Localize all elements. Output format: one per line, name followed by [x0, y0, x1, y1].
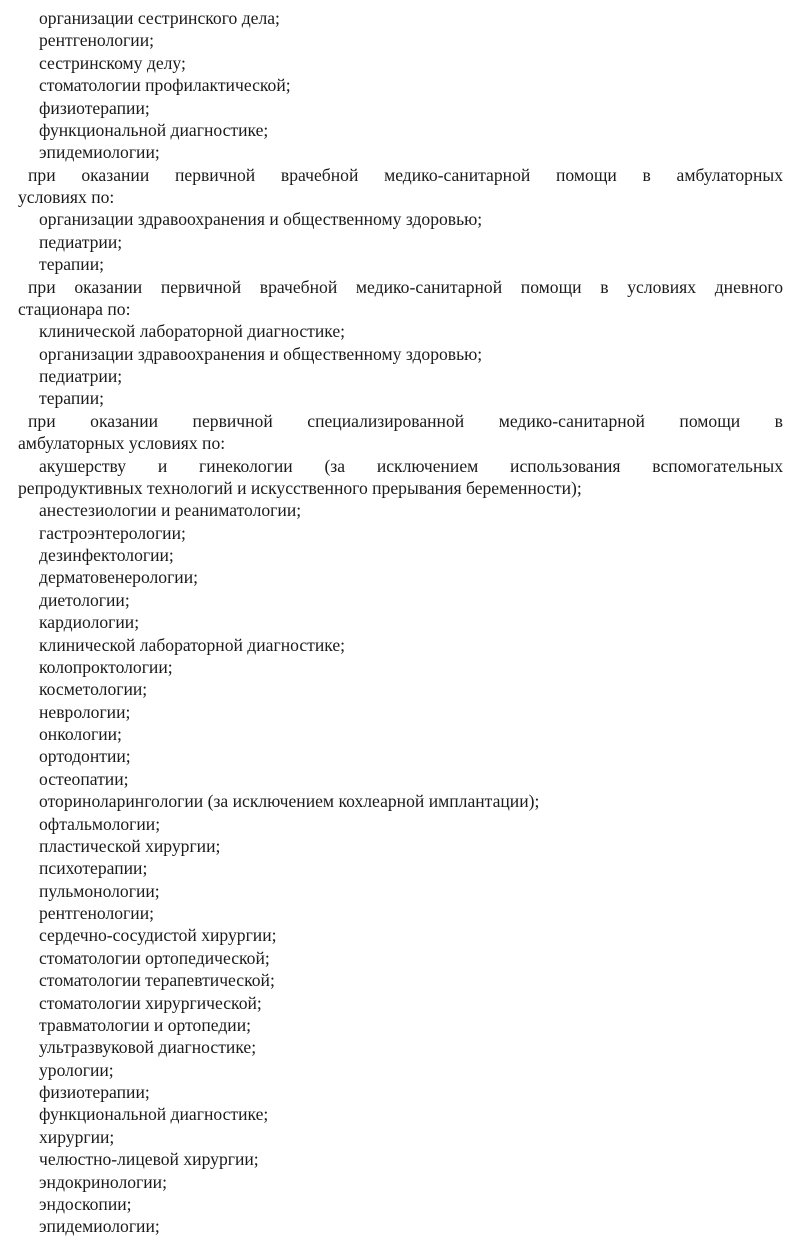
list-item: психотерапии;	[39, 858, 148, 879]
list-item: рентгенологии;	[39, 903, 154, 923]
list-block-3	[18, 276, 783, 410]
section-heading-continuation: стационара по:	[18, 298, 131, 319]
list-item: терапии;	[39, 388, 105, 409]
list-item: хирургии;	[39, 1126, 115, 1147]
list-item: ультразвуковой диагностике;	[39, 1037, 257, 1058]
section-heading: при оказании первичной специализированной медико-санитарной помощи в	[28, 410, 783, 431]
list-item: ортодонтии;	[39, 746, 131, 767]
list-item: эндокринологии;	[39, 1171, 167, 1192]
list-item: эпидемиологии;	[39, 1216, 160, 1237]
list-item: рентгенологии;	[39, 30, 154, 51]
list-item: стоматологии профилактической;	[39, 75, 291, 96]
list-item: дерматовенерологии;	[39, 567, 199, 588]
list-item: колопроктологии;	[39, 656, 173, 677]
list-item: остеопатии;	[39, 768, 129, 789]
list-item: организации здравоохранения и общественному здоровью;	[39, 209, 483, 230]
list-item: оториноларингологии (за исключением кохлеарной имплантации);	[39, 791, 540, 812]
list-item: диетологии;	[39, 589, 130, 610]
list-item: гастроэнтерологии;	[39, 522, 186, 543]
list-item: эпидемиологии;	[39, 142, 160, 163]
list-item: пластической хирургии;	[39, 835, 221, 856]
list-item: терапии;	[39, 254, 105, 275]
section-heading: при оказании первичной врачебной медико-санитарной помощи в амбулаторных	[28, 164, 783, 185]
list-item: стоматологии ортопедической;	[39, 947, 270, 968]
list-item: урологии;	[39, 1059, 114, 1080]
section-heading-continuation: условиях по:	[18, 187, 115, 207]
section-heading-continuation: амбулаторных условиях по:	[18, 433, 226, 454]
list-block-4	[18, 410, 783, 1238]
list-item-continuation: репродуктивных технологий и искусственного прерывания беременности);	[18, 477, 582, 498]
list-item: стоматологии терапевтической;	[39, 970, 275, 991]
list-item: дезинфектологии;	[39, 545, 174, 565]
list-item: стоматологии хирургической;	[39, 992, 262, 1013]
list-item: организации сестринского дела;	[39, 8, 280, 28]
list-item: клинической лабораторной диагностике;	[39, 634, 346, 655]
list-item: функциональной диагностике;	[39, 1104, 269, 1125]
list-item: эндоскопии;	[39, 1193, 132, 1214]
list-item: организации здравоохранения и общественному здоровью;	[39, 343, 483, 364]
list-item: пульмонологии;	[39, 880, 160, 901]
list-item: педиатрии;	[39, 231, 123, 252]
list-item: физиотерапии;	[39, 97, 150, 118]
list-item: косметологии;	[39, 679, 148, 700]
list-item: акушерству и гинекологии (за исключением использования вспомогательных	[39, 455, 783, 476]
list-item: анестезиологии и реаниматологии;	[39, 500, 302, 521]
list-item: челюстно-лицевой хирургии;	[39, 1149, 259, 1170]
list-item: сердечно-сосудистой хирургии;	[39, 925, 277, 946]
list-block-4-items	[18, 499, 783, 1237]
list-item: онкологии;	[39, 724, 122, 744]
list-item: травматологии и ортопедии;	[39, 1014, 252, 1035]
list-item: педиатрии;	[39, 366, 123, 386]
list-item: физиотерапии;	[39, 1082, 150, 1102]
list-item: офтальмологии;	[39, 813, 161, 834]
list-item: функциональной диагностике;	[39, 119, 269, 140]
list-item: кардиологии;	[39, 612, 140, 633]
section-heading: при оказании первичной врачебной медико-санитарной помощи в условиях дневного	[28, 276, 783, 297]
list-block-1	[18, 7, 783, 164]
list-item: неврологии;	[39, 701, 131, 722]
list-block-2	[18, 164, 783, 276]
list-item: сестринскому делу;	[39, 52, 186, 73]
list-item: клинической лабораторной диагностике;	[39, 321, 346, 342]
